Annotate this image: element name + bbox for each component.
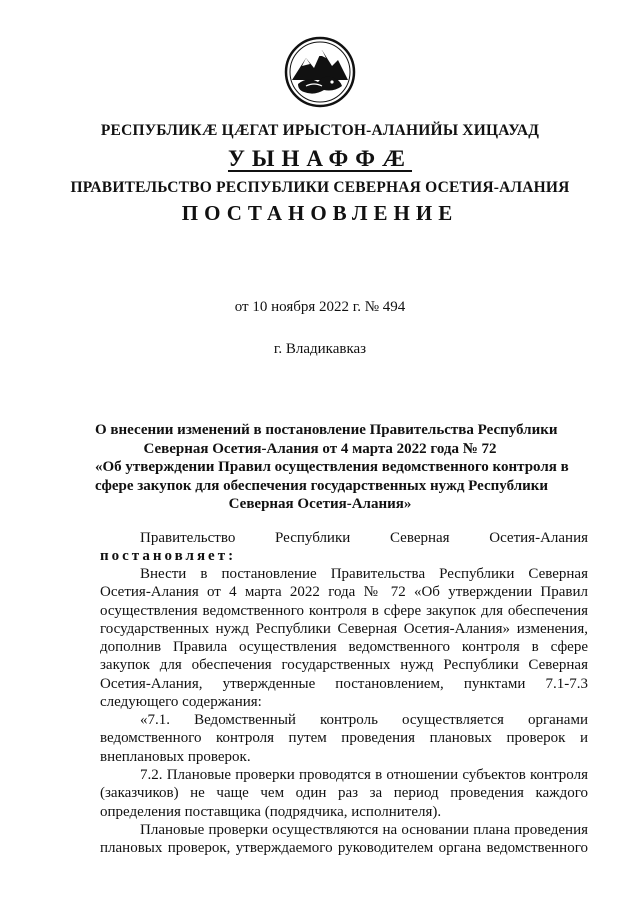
- document-city: г. Владикавказ: [273, 341, 367, 357]
- paragraph-line: Внести в постановление Правительства Республики Северная: [140, 566, 588, 582]
- paragraph-line: осуществления ведомственного контроля в сфере закупок для обеспечения: [100, 602, 588, 619]
- paragraph-amendment: [100, 565, 588, 711]
- paragraph-resolves: [100, 529, 588, 566]
- paragraph-line: Правительство Республики Северная Осетия-Алания: [140, 530, 588, 546]
- paragraph-line: Плановые проверки осуществляются на основании плана проведения: [140, 822, 588, 838]
- paragraph-7-1: [100, 711, 588, 766]
- title-line: О внесении изменений в постановление Правительства Республики: [95, 422, 558, 438]
- paragraph-line: государственных нужд Республики Северная Осетия-Алания» изменения,: [100, 620, 588, 637]
- document-title: [95, 421, 569, 514]
- paragraph-line: дополнив Правила осуществления ведомственного контроля в сфере: [100, 639, 588, 656]
- paragraph-line: (заказчиков) не чаще чем один раз за период проведения каждого: [100, 785, 588, 802]
- ossetian-doc-type-text: УЫНАФФӔ: [227, 146, 413, 171]
- paragraph-7-2: [100, 766, 588, 821]
- paragraph-line: Осетия-Алания от 4 марта 2022 года № 72 «Об утверждении Правил: [100, 584, 588, 601]
- title-line: Северная Осетия-Алания от 4 марта 2022 года № 72: [143, 440, 497, 457]
- paragraph-line: «7.1. Ведомственный контроль осуществляется органами: [140, 712, 588, 728]
- paragraph-line: плановых проверок, утверждаемого руководителем органа ведомственного: [100, 840, 588, 857]
- paragraph-line: закупок для обеспечения государственных нужд Республики Северная: [100, 657, 588, 674]
- title-line: Северная Осетия-Алания»: [228, 496, 412, 512]
- paragraph-line: 7.2. Плановые проверки проводятся в отношении субъектов контроля: [140, 767, 588, 783]
- paragraph-line: внеплановых проверок.: [100, 748, 251, 765]
- paragraph-line: определения поставщика (подрядчика, исполнителя).: [100, 803, 442, 820]
- title-line: сфере закупок для обеспечения государственных нужд Республики: [95, 477, 549, 494]
- russian-doc-type: ПОСТАНОВЛЕНИЕ: [181, 201, 459, 225]
- paragraph-line: Осетия-Алания, утвержденные постановлением, пунктами 7.1-7.3: [100, 675, 588, 692]
- title-line: «Об утверждении Правил осуществления ведомственного контроля в: [95, 459, 569, 475]
- ossetian-republic-heading: РЕСПУБЛИКӔ ЦӔГАТ ИРЫСТОН-АЛАНИЙЫ ХИЦАУАД: [100, 122, 540, 139]
- document-date-number: от 10 ноября 2022 г. № 494: [234, 299, 406, 315]
- ossetian-doc-type: [0, 146, 640, 172]
- paragraph-line: ведомственного контроля путем проведения плановых проверок и: [100, 730, 588, 747]
- paragraph-line: постановляет:: [100, 548, 237, 565]
- russian-government-heading: ПРАВИТЕЛЬСТВО РЕСПУБЛИКИ СЕВЕРНАЯ ОСЕТИЯ-АЛАНИЯ: [70, 179, 570, 196]
- paragraph-line: следующего содержания:: [100, 694, 262, 711]
- coat-of-arms-emblem: [284, 36, 356, 108]
- paragraph-planned-checks: [100, 821, 588, 858]
